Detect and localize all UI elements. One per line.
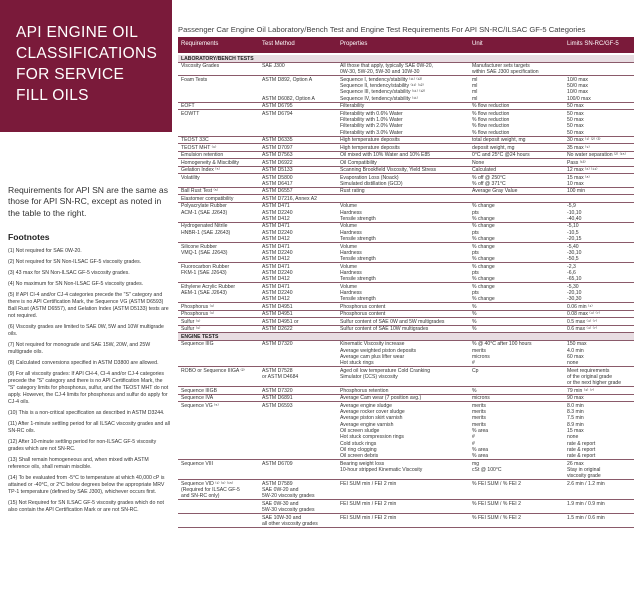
column-header: Requirements	[181, 41, 219, 47]
table-cell: -5,30 -20,10 -30,30	[567, 283, 582, 303]
table-cell: ASTM D6593	[262, 402, 293, 409]
table-row	[178, 460, 634, 480]
table-cell: ASTM D471 ASTM D2240 ASTM D412	[262, 283, 293, 303]
table-row	[178, 387, 634, 395]
table-cell: 0.5 max ⁽⁴⁾ ⁽⁷⁾	[567, 318, 597, 325]
table-row	[178, 144, 634, 152]
table-cell: 10/0 max 50/0 max 10/0 max 100/0 max	[567, 76, 591, 102]
table-cell: SAE 0W-30 and 5W-30 viscosity grades	[262, 500, 315, 514]
banner-line: API ENGINE OIL	[16, 24, 139, 41]
table-cell: Ball Rust Test ⁽⁵⁾	[181, 188, 219, 195]
table-cell: -5,40 -30,10 -50,5	[567, 243, 582, 263]
banner-line: CLASSIFICATIONS	[16, 45, 158, 62]
table-cell: 1.5 min / 0.6 min	[567, 514, 605, 521]
table-cell: 1.9 min / 0.9 min	[567, 500, 605, 507]
table-cell: Sulfur ⁽⁹⁾	[181, 326, 201, 333]
table-cell: ASTM D7320	[262, 387, 293, 394]
table-row	[178, 243, 634, 263]
table-cell: Elastomer compatibility	[181, 195, 234, 202]
table-cell: %	[472, 326, 477, 333]
table-row	[178, 174, 634, 188]
table-cell: ASTM D7563	[262, 152, 293, 159]
table-cell: 90 max	[567, 395, 584, 402]
table-cell: Volume Hardness Tensile strength	[340, 283, 376, 303]
table-cell: FEI SUM min / FEI 2 min	[340, 480, 397, 487]
table-cell: ROBO or Sequence IIIGA ⁽²⁾	[181, 367, 245, 374]
table-cell: Sequence VG ⁽⁵⁾	[181, 402, 219, 409]
table-cell: Sulfur ⁽⁹⁾	[181, 318, 201, 325]
requirements-table-area	[176, 0, 638, 608]
table-cell: Volume Hardness Tensile strength	[340, 263, 376, 283]
table-cell: Ethylene Acrylic Rubber AEM-1 (SAE J2643)	[181, 283, 236, 297]
table-cell: -5,10 -10,5 -20,15	[567, 223, 582, 243]
table-cell: EOWTT	[181, 110, 200, 117]
table-cell: 0.08 max ⁽⁴⁾ ⁽⁷⁾	[567, 311, 600, 318]
table-cell: Silicone Rubber VMQ-1 (SAE J2643)	[181, 243, 228, 256]
table-cell: 8.0 min 8.3 min 7.5 min 8.9 min 15 max none rate & report rate & report rate & report	[567, 402, 596, 460]
section-label: LABORATORY/BENCH TESTS	[181, 55, 254, 62]
table-row	[178, 188, 634, 196]
footnote: (6) Viscosity grades are limited to SAE 0W, 5W and 10W multigrade oils.	[8, 323, 164, 337]
table-cell: ASTM D6709	[262, 460, 293, 467]
table-cell: ASTM D7528 or ASTM D4684	[262, 367, 299, 381]
table-cell: microns	[472, 395, 490, 402]
table-row	[178, 263, 634, 283]
footnote: (12) After 10-minute settling period for non-ILSAC GF-5 viscosity grades which are not SN-RC.	[8, 438, 157, 452]
footnote: (1) Not required for SAE 0W-20.	[8, 248, 82, 254]
table-cell: mg cSt @ 100°C	[472, 460, 502, 474]
table-cell: Filterability with 0.6% Water Filterability with 1.0% Water Filterability with 2.0% Water Filterability with 3.0% Water	[340, 110, 403, 136]
table-cell: ASTM D7097	[262, 144, 293, 151]
table-cell: ml ml ml ml	[472, 76, 478, 102]
column-header: Properties	[340, 41, 368, 47]
footnote: (7) Not required for monograde and SAE 15W, 20W, and 25W multigrade oils.	[8, 341, 151, 355]
table-cell: Foam Tests	[181, 76, 208, 83]
table-cell: ASTM D471 ASTM D2240 ASTM D412	[262, 203, 293, 222]
table-row	[178, 514, 634, 528]
table-cell: % change pts % change	[472, 243, 495, 263]
table-cell: %	[472, 387, 477, 394]
table-cell: Calculated	[472, 167, 497, 174]
table-cell: ASTM D4951	[262, 303, 293, 310]
table-cell: Scanning Brookfield Viscosity, Yield Stress	[340, 167, 437, 174]
table-row	[178, 367, 634, 387]
table-row	[178, 110, 634, 136]
table-cell: % @ 40°C after 100 hours merits microns #	[472, 341, 532, 367]
footnote: (13) Shall remain homogeneous and, when mixed with ASTM reference oils, shall remain miscible.	[8, 456, 149, 470]
table-cell: Volatility	[181, 174, 200, 181]
table-row	[178, 303, 634, 311]
table-cell: All those that apply, typically SAE 0W-20, 0W-30, 5W-20, 5W-30 and 10W-30	[340, 63, 433, 76]
table-row	[178, 103, 634, 111]
table-cell: Filterability	[340, 103, 365, 110]
banner-line: FOR SERVICE	[16, 66, 125, 83]
table-cell: Sulfur content of SAE 0W and 5W multigrades	[340, 318, 445, 325]
table-cell: deposit weight, mg	[472, 144, 515, 151]
table-cell: 100 min	[567, 188, 586, 195]
table-cell: Polyacrylate Rubber ACM-1 (SAE J2643)	[181, 203, 228, 216]
table-header	[178, 37, 634, 53]
table-cell: ASTM D471 ASTM D2240 ASTM D412	[262, 223, 293, 243]
table-cell: % change pts % change	[472, 263, 495, 283]
table-cell: Sequence I, tendency/stability ⁽¹¹⁾ ⁽¹²⁾ Sequence II, tendency/stability ⁽¹¹⁾ ⁽¹²⁾ Sequence III, tendency/stability ⁽¹¹⁾ ⁽¹²⁾ Sequence IV, tendency/stability ⁽¹¹⁾	[340, 76, 426, 102]
table-cell: -5,9 -10,10 -40,40	[567, 203, 582, 222]
table-cell: Kinematic Viscosity increase Average weighted piston deposits Average cam plus lifter wear Hot stuck rings	[340, 341, 417, 367]
table-row	[178, 167, 634, 175]
table-row	[178, 395, 634, 403]
table-section-header	[178, 333, 634, 341]
table-cell: No water separation ⁽²⁾ ⁽¹⁵⁾	[567, 152, 626, 159]
table-cell: %	[472, 318, 477, 325]
table-cell: ASTM D2622	[262, 326, 293, 333]
footnote: (9) For all viscosity grades: If API CH-4, CI-4 and/or CJ-4 categories precede the "S" category and there is no API Certification Mark, the "S" category limits for phosphorus, sulfur, and the TEOST MHT do not apply. However, the CJ-4 limits for phosphorus and sulfur do apply for CJ-4 oils.	[8, 370, 169, 405]
table-cell: ASTM D4951	[262, 311, 293, 318]
table-cell: ASTM D892, Option A ASTM D6082, Option A	[262, 76, 315, 102]
table-row	[178, 500, 634, 514]
table-cell: Phosphorus content	[340, 303, 386, 310]
table-cell: Volume Hardness Tensile strength	[340, 243, 376, 263]
requirements-note: Requirements for API SN are the same as those for API SN-RC, except as noted in the table to the right.	[8, 185, 169, 218]
table-cell: %	[472, 311, 477, 318]
table-cell: -2,3 -6,6 -65,10	[567, 263, 582, 283]
table-cell: % flow reduction % flow reduction % flow reduction % flow reduction	[472, 110, 510, 136]
table-cell: Sequence VID ⁽¹⁾ ⁽⁶⁾ ⁽¹⁵⁾ (Required for ILSAC GF-5 and SN-RC only)	[181, 480, 240, 500]
table-cell: 2.6 min / 1.2 min	[567, 480, 605, 487]
table-cell: High temperature deposits	[340, 144, 400, 151]
table-cell: Bearing weight loss 10-hour stripped Kinematic Viscosity	[340, 460, 423, 474]
table-row	[178, 283, 634, 303]
table-row	[178, 480, 634, 500]
table-cell: ASTM D6922	[262, 159, 293, 166]
table-cell: ASTM D471 ASTM D2240 ASTM D412	[262, 243, 293, 263]
footnote: (8) Calculated conversions specified in ASTM D3800 are allowed.	[8, 359, 159, 366]
table-cell: Cp	[472, 367, 479, 374]
table-cell: ASTM D7320	[262, 341, 293, 348]
table-row	[178, 326, 634, 334]
table-row	[178, 341, 634, 367]
table-cell: Volume Hardness Tensile strength	[340, 203, 376, 222]
table-cell: Phosphorus ⁽⁹⁾	[181, 311, 215, 318]
table-section-header	[178, 55, 634, 63]
table-row	[178, 402, 634, 460]
footnote: (14) To be evaluated from -5°C to temperature at which 40,000 cP is attained or -40°C, or 2°C below degrees below the appropriate MRV TP-1 temperature (defined by SAE J300), whichever occurs first.	[8, 474, 165, 495]
table-cell: Phosphorus retention	[340, 387, 389, 394]
table-title: Passenger Car Engine Oil Laboratory/Bench Test and Engine Test Requirements For API SN-RC/ILSAC GF-5 Categories	[178, 25, 586, 34]
title-banner	[0, 0, 172, 132]
table-cell: High temperature deposits	[340, 137, 400, 144]
table-row	[178, 63, 634, 77]
footnote: (2) Not required for SN Non-ILSAC GF-5 viscosity grades.	[8, 258, 142, 265]
table-cell: % FEI SUM / % FEI 2	[472, 480, 521, 487]
table-cell: % change pts % change	[472, 223, 495, 243]
table-cell: 30 max ⁽¹⁾ ⁽²⁾ ⁽³⁾	[567, 137, 601, 144]
table-cell: % change pts % change	[472, 283, 495, 303]
table-cell: merits merits merits merits % area # # % area % area	[472, 402, 489, 460]
table-cell: ASTM D5133	[262, 167, 293, 174]
table-cell: %	[472, 303, 477, 310]
table-cell: % FEI SUM / % FEI 2	[472, 514, 521, 521]
table-cell: 0°C and 25°C @24 hours	[472, 152, 530, 159]
table-row	[178, 137, 634, 145]
table-cell: Homogeneity & Miscibility	[181, 159, 240, 166]
table-cell: ASTM D6335	[262, 137, 293, 144]
table-row	[178, 223, 634, 243]
table-cell: FEI SUM min / FEI 2 min	[340, 514, 397, 521]
table-cell: EOFT	[181, 103, 195, 110]
table-cell: ASTM D6891	[262, 395, 293, 402]
table-cell: TEOST 33C	[181, 137, 209, 144]
table-cell: Pass ⁽¹³⁾	[567, 159, 586, 166]
table-cell: 0.06 min ⁽⁴⁾	[567, 303, 593, 310]
table-cell: Sequence IVA	[181, 395, 214, 402]
table-cell: Average Gray Value	[472, 188, 518, 195]
table-cell: % FEI SUM / % FEI 2	[472, 500, 521, 507]
table-cell: ASTM D5800 ASTM D6417	[262, 174, 293, 187]
table-cell: % change pts % change	[472, 203, 495, 222]
table-row	[178, 311, 634, 319]
column-header: Limits SN-RC/GF-5	[567, 41, 619, 47]
table-row	[178, 203, 634, 223]
table-cell: 35 max ⁽⁹⁾	[567, 144, 590, 151]
table-cell: Emulsion retention	[181, 152, 224, 159]
table-cell: % flow reduction	[472, 103, 510, 110]
table-cell: 0.6 max ⁽⁴⁾ ⁽⁷⁾	[567, 326, 597, 333]
table-cell: Hydrogenated Nitrile HNBR-1 (SAE J2643)	[181, 223, 231, 236]
table-cell: 50 max 50 max 50 max 50 max	[567, 110, 584, 136]
table-cell: Viscosity Grades	[181, 63, 220, 69]
table-cell: ASTM D6794	[262, 110, 293, 117]
footnote: (5) If API CI-4 and/or CJ-4 categories precede the "S" category and there is no API Certification Mark, the Sequence VG (ASTM D6593) Ball Rust (ASTM D6557), and Gelation Index (ASTM D5133) tests are not required.	[8, 291, 169, 319]
table-cell: % off @ 250°C % off @ 371°C	[472, 174, 506, 187]
table-cell: SAE J300	[262, 63, 285, 69]
table-cell: Manufacturer sets targets within SAE J300 specification	[472, 63, 539, 76]
table-cell: ASTM D6795	[262, 103, 293, 110]
table-cell: Average Cam wear (7 position avg.)	[340, 395, 422, 402]
table-cell: Sequence IIIG	[181, 341, 214, 348]
section-label: ENGINE TESTS	[181, 333, 219, 340]
table-cell: None	[472, 159, 485, 166]
table-cell: 150 max 4.0 min 60 max none	[567, 341, 587, 367]
footnotes-heading: Footnotes	[8, 232, 50, 242]
table-row	[178, 195, 634, 203]
table-cell: Oil Compatibility	[340, 159, 377, 166]
table-cell: ASTM D471 ASTM D2240 ASTM D412	[262, 263, 293, 283]
column-header: Unit	[472, 41, 483, 47]
table-cell: ASTM D4951 or	[262, 318, 299, 325]
footnote: (10) This is a non-critical specification as described in ASTM D3244.	[8, 409, 165, 416]
table-cell: 79 min ⁽⁴⁾ ⁽⁷⁾	[567, 387, 595, 394]
table-cell: SAE 10W-30 and all other viscosity grades	[262, 514, 318, 527]
left-panel	[0, 0, 172, 608]
banner-line: FILL OILS	[16, 87, 89, 104]
footnote: (3) 43 max for SN Non-ILSAC GF-5 viscosity grades.	[8, 269, 130, 276]
table-cell: 12 max ⁽⁶⁾ ⁽¹⁴⁾	[567, 167, 598, 174]
table-cell: Sequence IIIGB	[181, 387, 217, 394]
footnotes-list	[8, 248, 170, 518]
table-cell: Phosphorus ⁽⁹⁾	[181, 303, 215, 310]
table-row	[178, 318, 634, 326]
table-cell: Average engine sludge Average rocker cover sludge Average piston skirt varnish Average engine varnish Oil screen sludge Hot stuck compression rings Cold stuck rings Oil ring clogging Oil screen debris	[340, 402, 405, 460]
table-cell: ASTM D7216, Annex A2	[262, 195, 317, 202]
table-cell: Sequence VIII	[181, 460, 214, 467]
table-cell: 26 max Stay in original viscosity grade	[567, 460, 601, 480]
column-header: Test Method	[262, 41, 295, 47]
table-cell: Volume Hardness Tensile strength	[340, 223, 376, 243]
table-cell: FEI SUM min / FEI 2 min	[340, 500, 397, 507]
table-cell: Oil mixed with 10% Water and 10% E85	[340, 152, 431, 159]
table-row	[178, 76, 634, 102]
table-cell: total deposit weight, mg	[472, 137, 526, 144]
footnote: (4) No maximum for SN Non-ILSAC GF-5 viscosity grades.	[8, 280, 144, 287]
table-cell: Rust rating	[340, 188, 365, 195]
table-cell: Aged oil low temperature Cold Cranking Simulator (CCS) viscosity	[340, 367, 431, 381]
table-cell: ASTM D6557	[262, 188, 293, 195]
table-cell: Sulfur content of SAE 10W multigrades	[340, 326, 429, 333]
table-body	[178, 55, 634, 528]
table-cell: 50 max	[567, 103, 584, 110]
table-cell: Gelation Index ⁽⁵⁾	[181, 167, 220, 174]
table-cell: TEOST MHT ⁽⁹⁾	[181, 144, 217, 151]
footnote: (15) Not Required for SN ILSAC GF-5 viscosity grades which do not also contain the API Certification Mark or are not SN-RC.	[8, 499, 164, 513]
table-cell: ASTM D7589 SAE 0W-20 and 5W-20 viscosity grades	[262, 480, 315, 500]
table-cell: Fluorocarbon Rubber FKM-1 (SAE J2643)	[181, 263, 230, 276]
table-cell: Evaporation Loss (Noack) Simulated distillation (GCD)	[340, 174, 403, 187]
table-row	[178, 159, 634, 167]
footnote: (11) After 1-minute settling period for all ILSAC viscosity grades and all SN-RC oils.	[8, 420, 170, 434]
table-row	[178, 152, 634, 160]
table-cell: Phosphorus content	[340, 311, 386, 318]
table-cell: 15 max ⁽⁸⁾ 10 max	[567, 174, 590, 187]
table-cell: Meet requirements of the original grade or the next higher grade	[567, 367, 622, 387]
